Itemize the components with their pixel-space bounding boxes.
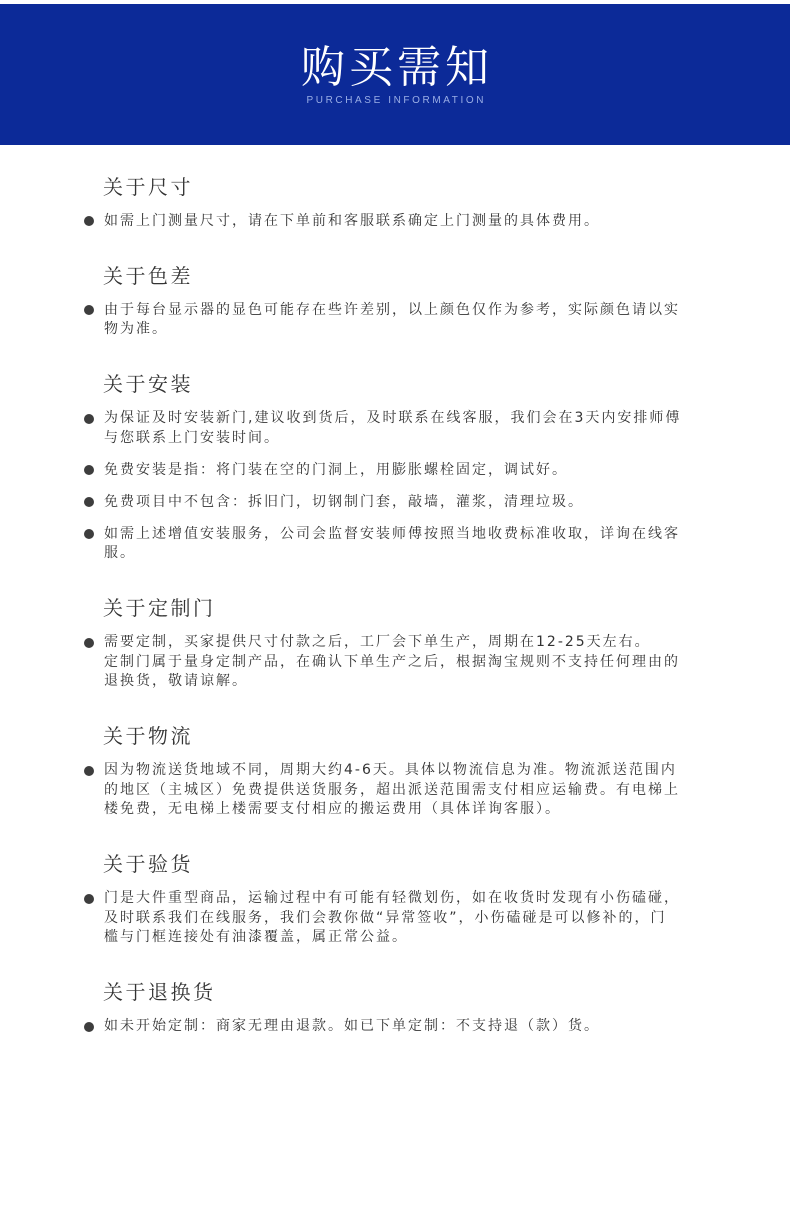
notice-list xyxy=(0,761,790,820)
item-text xyxy=(104,301,790,340)
item-text xyxy=(104,409,790,448)
list-item xyxy=(0,461,790,481)
section-heading: 关于色差 xyxy=(103,263,193,288)
item-text-line: 为保证及时安装新门,建议收到货后，及时联系在线客服，我们会在3天内安排师傅 xyxy=(104,410,682,426)
bullet-dot-icon xyxy=(84,894,94,904)
item-text xyxy=(104,633,790,692)
section-heading: 关于退换货 xyxy=(103,980,216,1004)
item-text xyxy=(104,461,790,481)
section-installation xyxy=(0,372,790,564)
list-item xyxy=(0,525,790,564)
item-text-line: 楼免费，无电梯上楼需要支付相应的搬运费用（具体详询客服）。 xyxy=(104,801,561,817)
page-title: 购买需知 xyxy=(301,42,493,93)
list-item xyxy=(0,1017,790,1037)
bullet-dot-icon xyxy=(84,465,94,475)
notice-list xyxy=(0,633,790,692)
section-color-difference xyxy=(0,264,790,340)
notice-list xyxy=(0,212,790,232)
bullet-dot-icon xyxy=(84,766,94,776)
list-item xyxy=(0,633,790,692)
item-text-line: 如需上述增值安装服务，公司会监督安装师傅按照当地收费标准收取，详询在线客 xyxy=(104,525,680,542)
section-inspection xyxy=(0,852,790,948)
section-returns xyxy=(0,980,790,1037)
item-text xyxy=(104,889,790,948)
notice-content xyxy=(0,175,790,1070)
item-text-line: 服。 xyxy=(104,545,136,561)
notice-list xyxy=(0,301,790,340)
list-item xyxy=(0,409,790,448)
item-text-line: 由于每台显示器的显色可能存在些许差别，以上颜色仅作为参考，实际颜色请以实 xyxy=(104,301,680,318)
item-text-line: 门是大件重型商品，运输过程中有可能有轻微划伤，如在收货时发现有小伤磕碰， xyxy=(104,890,680,906)
bullet-dot-icon xyxy=(84,1022,94,1032)
item-text-line: 因为物流送货地域不同，周期大约4-6天。具体以物流信息为准。物流派送范围内 xyxy=(104,762,677,778)
header-banner xyxy=(0,4,790,145)
item-text-line: 需要定制，买家提供尺寸付款之后，工厂会下单生产，周期在12-25天左右。 xyxy=(104,634,651,650)
item-text-line: 的地区（主城区）免费提供送货服务，超出派送范围需支付相应运输费。有电梯上 xyxy=(104,781,680,798)
list-item xyxy=(0,301,790,340)
item-text xyxy=(104,1017,790,1037)
section-heading: 关于物流 xyxy=(103,724,193,748)
page-subtitle: PURCHASE INFORMATION xyxy=(306,95,487,106)
item-text-line: 退换货，敬请谅解。 xyxy=(104,673,248,689)
item-text xyxy=(104,493,790,513)
item-text-line: 与您联系上门安装时间。 xyxy=(104,429,280,446)
section-logistics xyxy=(0,724,790,820)
item-text-line: 免费安装是指：将门装在空的门洞上，用膨胀螺栓固定，调试好。 xyxy=(104,461,568,478)
item-text-line: 槛与门框连接处有油漆覆盖，属正常公益。 xyxy=(104,929,408,945)
item-text xyxy=(104,525,790,564)
item-text-line: 及时联系我们在线服务，我们会教你做“异常签收”，小伤磕碰是可以修补的，门 xyxy=(104,909,667,926)
section-heading: 关于尺寸 xyxy=(103,174,193,199)
list-item xyxy=(0,212,790,232)
bullet-dot-icon xyxy=(84,305,94,315)
section-size xyxy=(0,175,790,232)
item-text xyxy=(104,212,790,232)
notice-list xyxy=(0,409,790,564)
item-text-line: 如未开始定制：商家无理由退款。如已下单定制：不支持退（款）货。 xyxy=(104,1018,600,1034)
item-text xyxy=(104,761,790,820)
notice-list xyxy=(0,889,790,948)
section-custom-door xyxy=(0,596,790,692)
list-item xyxy=(0,889,790,948)
item-text-line: 如需上门测量尺寸，请在下单前和客服联系确定上门测量的具体费用。 xyxy=(104,212,600,229)
item-text-line: 物为准。 xyxy=(104,321,168,337)
bullet-dot-icon xyxy=(84,497,94,507)
notice-list xyxy=(0,1017,790,1037)
bullet-dot-icon xyxy=(84,529,94,539)
bullet-dot-icon xyxy=(84,216,94,226)
section-heading: 关于安装 xyxy=(103,372,193,396)
section-heading: 关于定制门 xyxy=(103,596,216,620)
item-text-line: 免费项目中不包含：拆旧门，切钢制门套，敲墙，灌浆，清理垃圾。 xyxy=(104,493,584,510)
list-item xyxy=(0,761,790,820)
list-item xyxy=(0,493,790,513)
section-heading: 关于验货 xyxy=(103,852,193,876)
bullet-dot-icon xyxy=(84,638,94,648)
bullet-dot-icon xyxy=(84,414,94,424)
item-text-line: 定制门属于量身定制产品，在确认下单生产之后，根据淘宝规则不支持任何理由的 xyxy=(104,653,680,670)
